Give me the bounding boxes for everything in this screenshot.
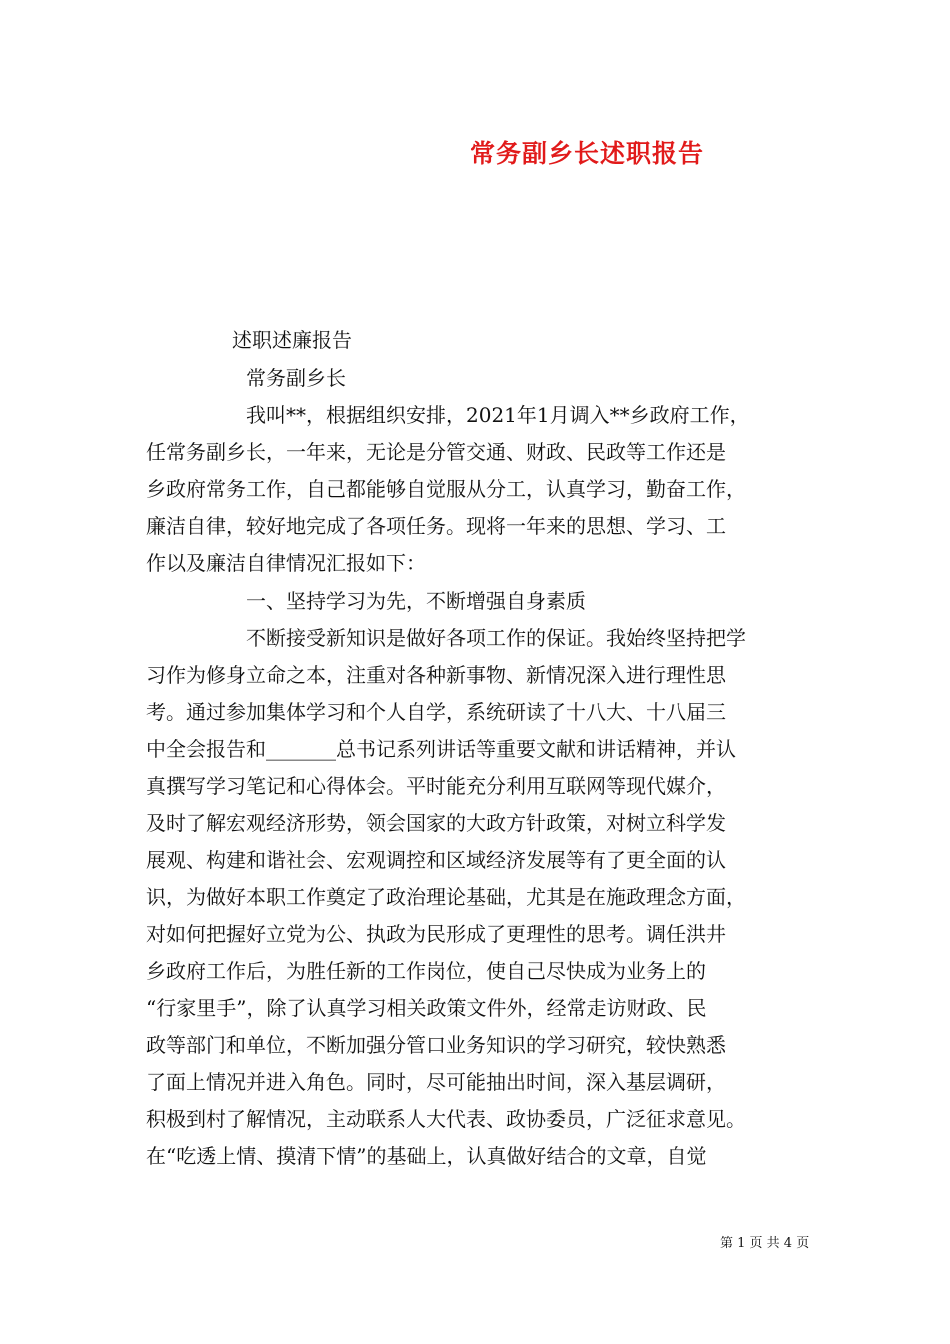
body-line: 政等部门和单位，不断加强分管口业务知识的学习研究，较快熟悉 — [146, 1033, 726, 1057]
body-line: 廉洁自律，较好地完成了各项任务。现将一年来的思想、学习、工 — [146, 514, 726, 538]
body-line: 识，为做好本职工作奠定了政治理论基础，尤其是在施政理念方面， — [146, 885, 746, 909]
document-title: 常务副乡长述职报告 — [470, 139, 705, 168]
author-position: 常务副乡长 — [246, 366, 346, 390]
body-line: 积极到村了解情况，主动联系人大代表、政协委员，广泛征求意见。 — [146, 1107, 746, 1131]
body-line: “行家里手”，除了认真学习相关政策文件外，经常走访财政、民 — [146, 996, 707, 1020]
body-line: 不断接受新知识是做好各项工作的保证。我始终坚持把学 — [246, 626, 746, 650]
body-line: 乡政府常务工作，自己都能够自觉服从分工，认真学习，勤奋工作， — [146, 477, 746, 501]
body-line: 展观、构建和谐社会、宏观调控和区域经济发展等有了更全面的认 — [146, 848, 726, 872]
body-line: 作以及廉洁自律情况汇报如下： — [146, 551, 426, 575]
body-line: 中全会报告和_______总书记系列讲话等重要文献和讲话精神，并认 — [146, 737, 736, 761]
body-line: 对如何把握好立党为公、执政为民形成了更理性的思考。调任洪井 — [146, 922, 726, 946]
page-number-footer: 第 1 页 共 4 页 — [720, 1236, 810, 1251]
body-line: 我叫**，根据组织安排，2021年1月调入**乡政府工作， — [246, 403, 750, 427]
body-line: 习作为修身立命之本，注重对各种新事物、新情况深入进行理性思 — [146, 663, 726, 687]
body-line: 考。通过参加集体学习和个人自学，系统研读了十八大、十八届三 — [146, 700, 726, 724]
body-line: 乡政府工作后，为胜任新的工作岗位，使自己尽快成为业务上的 — [146, 959, 706, 983]
body-line: 任常务副乡长，一年来，无论是分管交通、财政、民政等工作还是 — [146, 440, 726, 464]
body-line: 真撰写学习笔记和心得体会。平时能充分利用互联网等现代媒介， — [146, 774, 726, 798]
body-line: 了面上情况并进入角色。同时，尽可能抽出时间，深入基层调研， — [146, 1070, 726, 1094]
body-line: 及时了解宏观经济形势，领会国家的大政方针政策，对树立科学发 — [146, 811, 726, 835]
section-heading: 述职述廉报告 — [232, 328, 352, 352]
subsection-heading: 一、坚持学习为先，不断增强自身素质 — [246, 589, 586, 613]
body-line: 在“吃透上情、摸清下情”的基础上，认真做好结合的文章，自觉 — [146, 1144, 707, 1168]
